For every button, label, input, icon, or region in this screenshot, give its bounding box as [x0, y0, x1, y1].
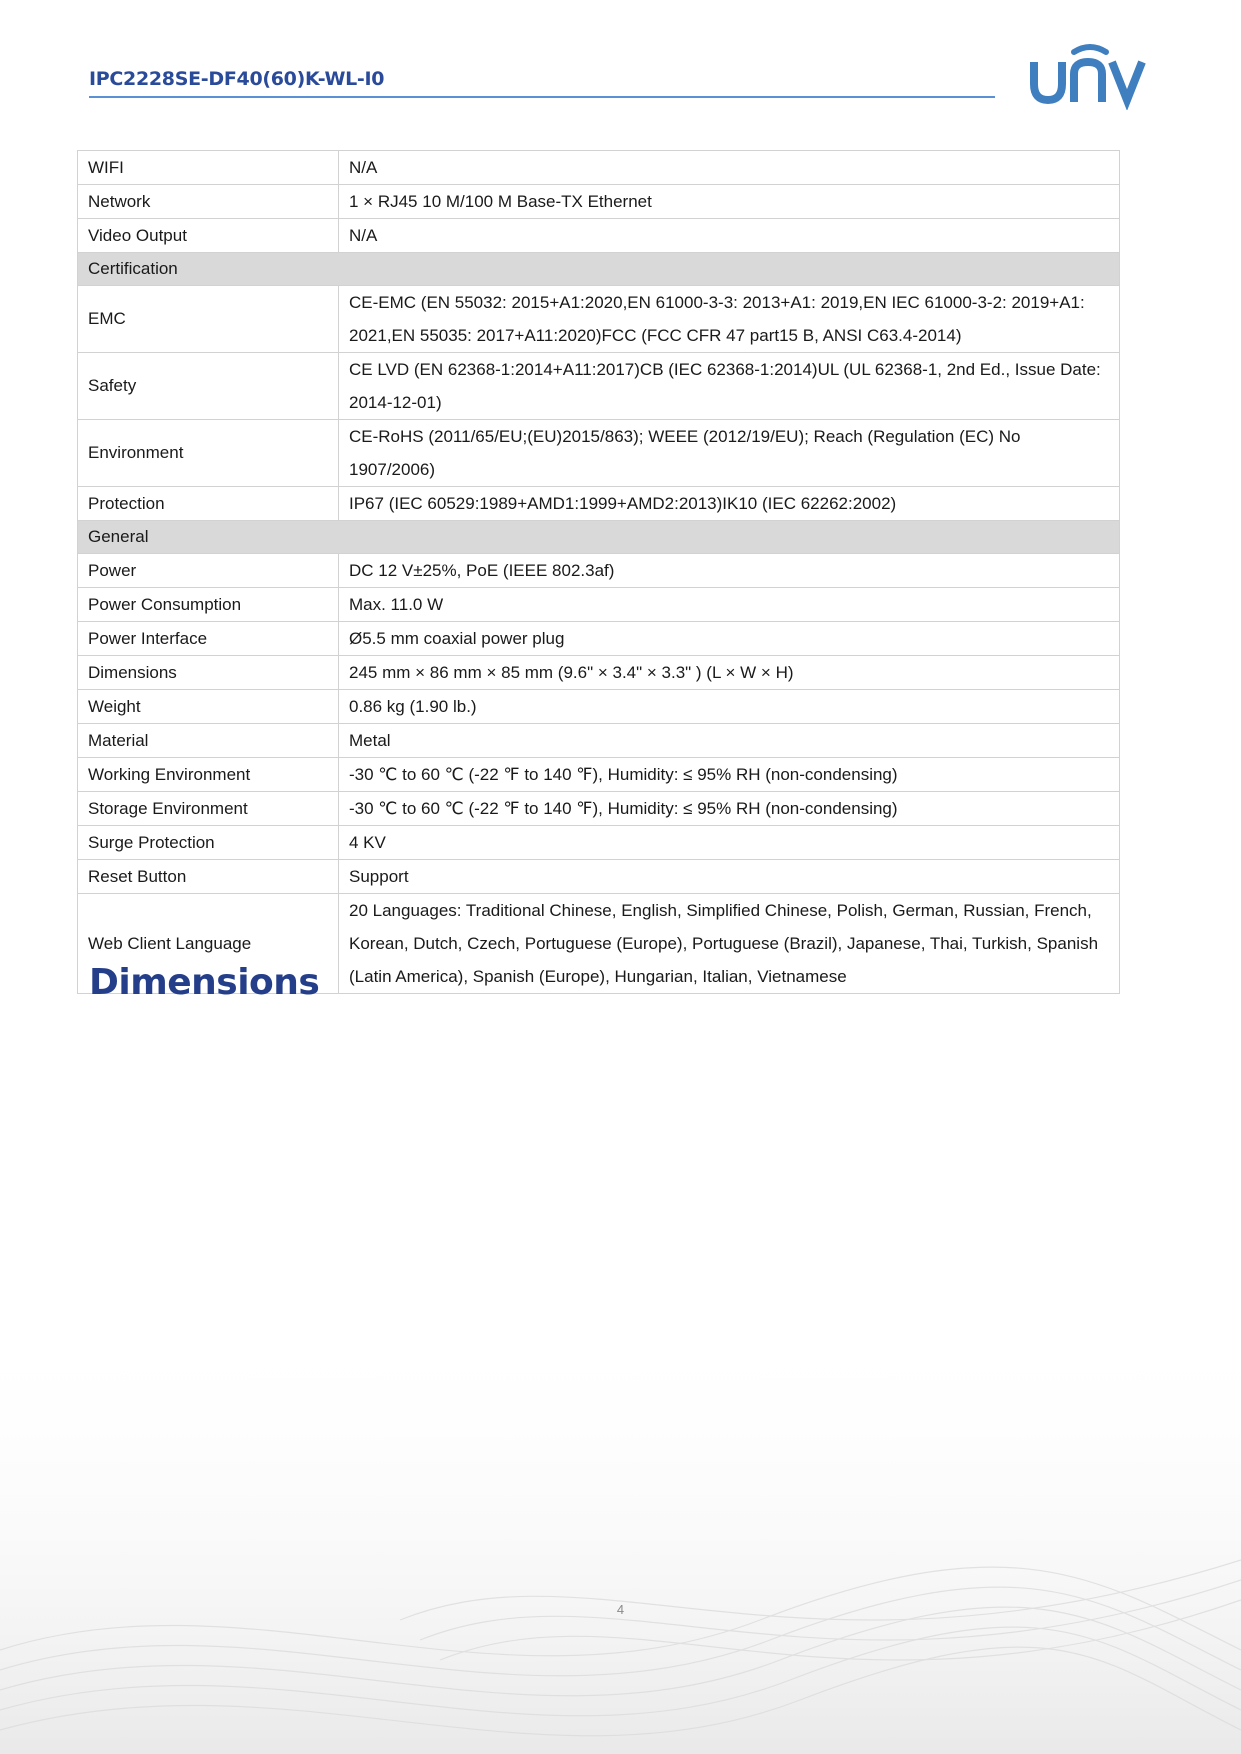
spec-label: Environment — [78, 420, 339, 487]
spec-label: Video Output — [78, 219, 339, 253]
table-row — [78, 487, 1120, 521]
spec-label: Storage Environment — [78, 792, 339, 826]
table-section-header — [78, 253, 1120, 286]
specification-table — [77, 150, 1120, 994]
table-row — [78, 151, 1120, 185]
table-row — [78, 860, 1120, 894]
spec-label: Power Consumption — [78, 588, 339, 622]
table-row — [78, 826, 1120, 860]
spec-label: Power Interface — [78, 622, 339, 656]
spec-value: N/A — [339, 151, 1120, 185]
table-row — [78, 353, 1120, 420]
spec-value: 245 mm × 86 mm × 85 mm (9.6" × 3.4" × 3.3" ) (L × W × H) — [339, 656, 1120, 690]
header-divider — [89, 96, 995, 98]
spec-value: IP67 (IEC 60529:1989+AMD1:1999+AMD2:2013)IK10 (IEC 62262:2002) — [339, 487, 1120, 521]
table-row — [78, 420, 1120, 487]
table-row — [78, 185, 1120, 219]
spec-value: Ø5.5 mm coaxial power plug — [339, 622, 1120, 656]
table-row — [78, 792, 1120, 826]
table-row — [78, 622, 1120, 656]
spec-value: CE-EMC (EN 55032: 2015+A1:2020,EN 61000-3-3: 2013+A1: 2019,EN IEC 61000-3-2: 2019+A1: 2021,EN 55035: 2017+A11:2020)FCC (FCC CFR 47 part15 B, ANSI C63.4-2014) — [339, 286, 1120, 353]
spec-value: Metal — [339, 724, 1120, 758]
dimensions-heading: Dimensions — [89, 962, 320, 1003]
table-row — [78, 690, 1120, 724]
page-number: 4 — [616, 1602, 625, 1617]
spec-label: Safety — [78, 353, 339, 420]
spec-label: Web Client Language — [78, 894, 339, 994]
spec-label: WIFI — [78, 151, 339, 185]
table-row — [78, 724, 1120, 758]
spec-label: Power — [78, 554, 339, 588]
spec-value: 1 × RJ45 10 M/100 M Base-TX Ethernet — [339, 185, 1120, 219]
document-model-title: IPC2228SE-DF40(60)K-WL-I0 — [89, 68, 385, 90]
table-row — [78, 656, 1120, 690]
unv-logo-icon — [1028, 40, 1148, 110]
spec-value: Support — [339, 860, 1120, 894]
spec-value: 4 KV — [339, 826, 1120, 860]
spec-label: Protection — [78, 487, 339, 521]
section-label: General — [78, 521, 1120, 554]
spec-label: Material — [78, 724, 339, 758]
spec-label: Surge Protection — [78, 826, 339, 860]
spec-value: DC 12 V±25%, PoE (IEEE 802.3af) — [339, 554, 1120, 588]
spec-label: Dimensions — [78, 656, 339, 690]
table-row — [78, 286, 1120, 353]
spec-value: CE-RoHS (2011/65/EU;(EU)2015/863); WEEE (2012/19/EU); Reach (Regulation (EC) No 1907/2006) — [339, 420, 1120, 487]
table-row — [78, 758, 1120, 792]
spec-label: Network — [78, 185, 339, 219]
spec-value: N/A — [339, 219, 1120, 253]
spec-label: Weight — [78, 690, 339, 724]
spec-value: 0.86 kg (1.90 lb.) — [339, 690, 1120, 724]
section-label: Certification — [78, 253, 1120, 286]
spec-label: Working Environment — [78, 758, 339, 792]
table-row — [78, 219, 1120, 253]
spec-label: Reset Button — [78, 860, 339, 894]
decorative-wave-background — [0, 1320, 1241, 1754]
table-section-header — [78, 521, 1120, 554]
spec-value: -30 ℃ to 60 ℃ (-22 ℉ to 140 ℉), Humidity: ≤ 95% RH (non-condensing) — [339, 792, 1120, 826]
table-row — [78, 554, 1120, 588]
spec-value: -30 ℃ to 60 ℃ (-22 ℉ to 140 ℉), Humidity: ≤ 95% RH (non-condensing) — [339, 758, 1120, 792]
spec-value: 20 Languages: Traditional Chinese, English, Simplified Chinese, Polish, German, Russian, French, Korean, Dutch, Czech, Portuguese (Europe), Portuguese (Brazil), Japanese, Thai, Turkish, Spanish (Latin America), Spanish (Europe), Hungarian, Italian, Vietnamese — [339, 894, 1120, 994]
table-row — [78, 588, 1120, 622]
spec-value: Max. 11.0 W — [339, 588, 1120, 622]
spec-label: EMC — [78, 286, 339, 353]
spec-value: CE LVD (EN 62368-1:2014+A11:2017)CB (IEC 62368-1:2014)UL (UL 62368-1, 2nd Ed., Issue Date: 2014-12-01) — [339, 353, 1120, 420]
